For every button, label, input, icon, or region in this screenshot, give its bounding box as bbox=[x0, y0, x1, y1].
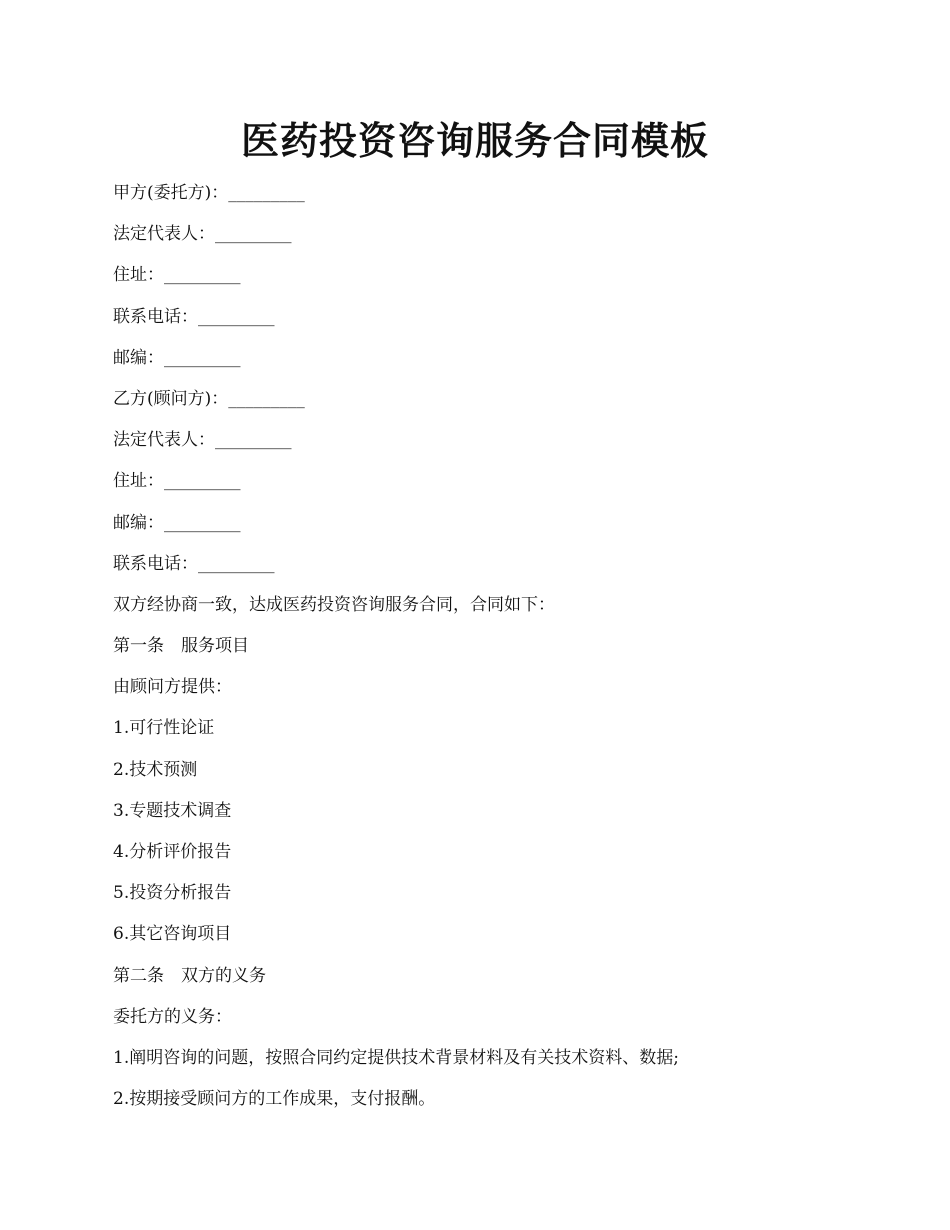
agreement-intro: 双方经协商一致，达成医药投资咨询服务合同，合同如下： bbox=[113, 594, 555, 615]
party-a-phone-line: 联系电话：_________ bbox=[113, 306, 275, 327]
services-intro: 由顾问方提供： bbox=[113, 677, 232, 698]
service-item: 1.可行性论证 bbox=[113, 718, 215, 739]
document-title: 医药投资咨询服务合同模板 bbox=[240, 118, 709, 163]
service-item: 5.投资分析报告 bbox=[113, 883, 232, 904]
party-b-address-line: 住址：_________ bbox=[113, 471, 241, 492]
service-item: 3.专题技术调查 bbox=[113, 800, 232, 821]
party-b-legal-rep-line: 法定代表人：_________ bbox=[113, 430, 292, 451]
party-b-postcode-line: 邮编：_________ bbox=[113, 512, 241, 533]
article-2-heading: 第二条 双方的义务 bbox=[113, 965, 266, 986]
party-a-legal-rep-line: 法定代表人：_________ bbox=[113, 224, 292, 245]
service-item: 2.技术预测 bbox=[113, 759, 198, 780]
obligation-item: 1.阐明咨询的问题，按照合同约定提供技术背景材料及有关技术资料、数据; bbox=[113, 1047, 679, 1068]
article-1-heading: 第一条 服务项目 bbox=[113, 636, 249, 657]
party-b-phone-line: 联系电话：_________ bbox=[113, 553, 275, 574]
obligation-item: 2.按期接受顾问方的工作成果，支付报酬。 bbox=[113, 1089, 436, 1110]
service-item: 6.其它咨询项目 bbox=[113, 924, 232, 945]
party-a-line: 甲方(委托方)：_________ bbox=[113, 183, 305, 203]
party-a-postcode-line: 邮编：_________ bbox=[113, 347, 241, 368]
document-body bbox=[113, 178, 853, 1125]
client-obligations-heading: 委托方的义务： bbox=[113, 1006, 232, 1027]
service-item: 4.分析评价报告 bbox=[113, 842, 232, 862]
party-b-line: 乙方(顾问方)：_________ bbox=[113, 388, 305, 409]
party-a-address-line: 住址：_________ bbox=[113, 265, 241, 286]
